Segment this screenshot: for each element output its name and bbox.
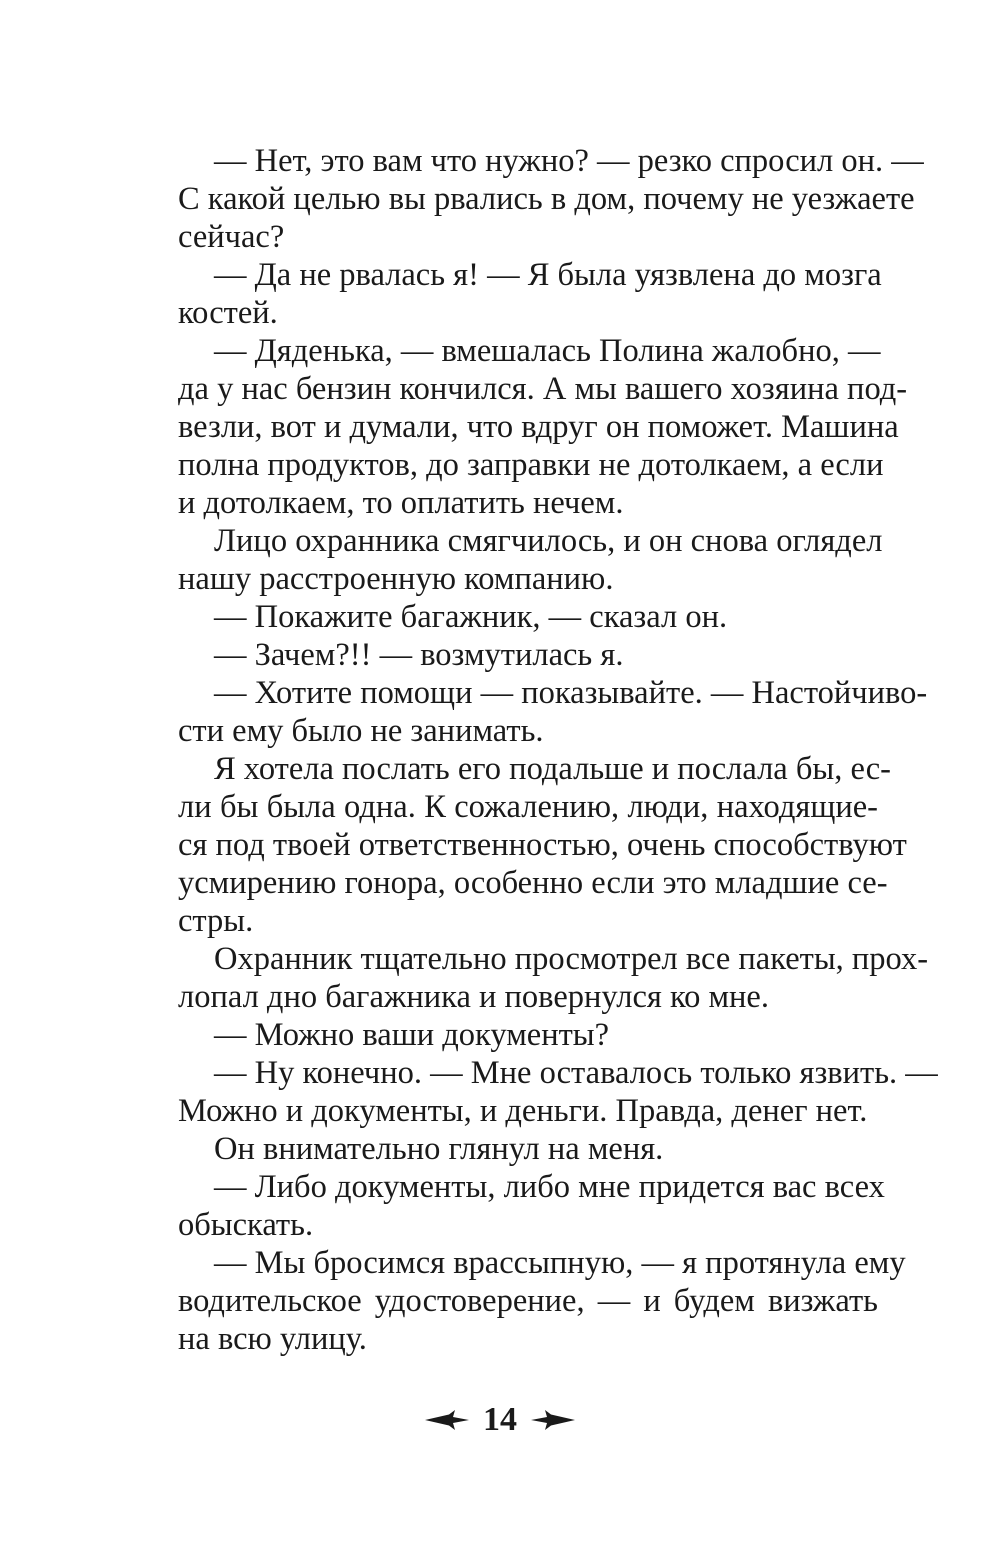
text-line: ли бы была одна. К сожалению, люди, находящие- bbox=[178, 789, 878, 825]
page-footer bbox=[0, 1398, 1000, 1442]
text-line: Лицо охранника смягчилось, и он снова оглядел bbox=[214, 523, 883, 559]
right-ornament-icon bbox=[531, 1410, 575, 1430]
text-line: везли, вот и думали, что вдруг он поможет. Машина bbox=[178, 409, 899, 445]
text-line: Охранник тщательно просмотрел все пакеты, прох- bbox=[214, 941, 929, 977]
left-ornament-icon bbox=[425, 1410, 469, 1430]
text-line: усмирению гонора, особенно если это младшие се- bbox=[178, 865, 888, 901]
page-number: 14 bbox=[483, 1401, 517, 1438]
text-line: и дотолкаем, то оплатить нечем. bbox=[178, 485, 624, 521]
text-line: сти ему было не занимать. bbox=[178, 713, 544, 749]
text-line: нашу расстроенную компанию. bbox=[178, 561, 614, 597]
text-line: — Покажите багажник, — сказал он. bbox=[214, 599, 728, 635]
text-line: — Да не рвалась я! — Я была уязвлена до мозга bbox=[214, 257, 882, 293]
text-line: Можно и документы, и деньги. Правда, денег нет. bbox=[178, 1093, 868, 1129]
text-line: на всю улицу. bbox=[178, 1321, 367, 1357]
text-line: — Нет, это вам что нужно? — резко спросил он. — bbox=[214, 143, 924, 179]
text-line: — Дяденька, — вмешалась Полина жалобно, — bbox=[214, 333, 881, 369]
text-line: обыскать. bbox=[178, 1207, 314, 1243]
text-line: — Можно ваши документы? bbox=[214, 1017, 610, 1053]
text-line: костей. bbox=[178, 295, 278, 331]
text-line: водительское удостоверение, — и будем визжать bbox=[178, 1283, 878, 1319]
body-text bbox=[178, 142, 938, 1358]
text-line: сейчас? bbox=[178, 219, 285, 255]
text-line: полна продуктов, до заправки не дотолкаем, а если bbox=[178, 447, 884, 483]
text-line: да у нас бензин кончился. А мы вашего хозяина под- bbox=[178, 371, 908, 407]
text-line: — Ну конечно. — Мне оставалось только язвить. — bbox=[214, 1055, 938, 1091]
text-line: — Мы бросимся врассыпную, — я протянула ему bbox=[214, 1245, 906, 1281]
text-line: стры. bbox=[178, 903, 254, 939]
text-line: Он внимательно глянул на меня. bbox=[214, 1131, 664, 1167]
text-line: С какой целью вы рвались в дом, почему не уезжаете bbox=[178, 181, 915, 217]
text-line: Я хотела послать его подальше и послала бы, ес- bbox=[214, 751, 891, 787]
text-line: — Либо документы, либо мне придется вас всех bbox=[214, 1169, 885, 1205]
text-line: лопал дно багажника и повернулся ко мне. bbox=[178, 979, 769, 1015]
text-line: ся под твоей ответственностью, очень способствуют bbox=[178, 827, 907, 863]
text-line: — Хотите помощи — показывайте. — Настойчиво- bbox=[214, 675, 928, 711]
text-line: — Зачем?!! — возмутилась я. bbox=[214, 637, 624, 673]
